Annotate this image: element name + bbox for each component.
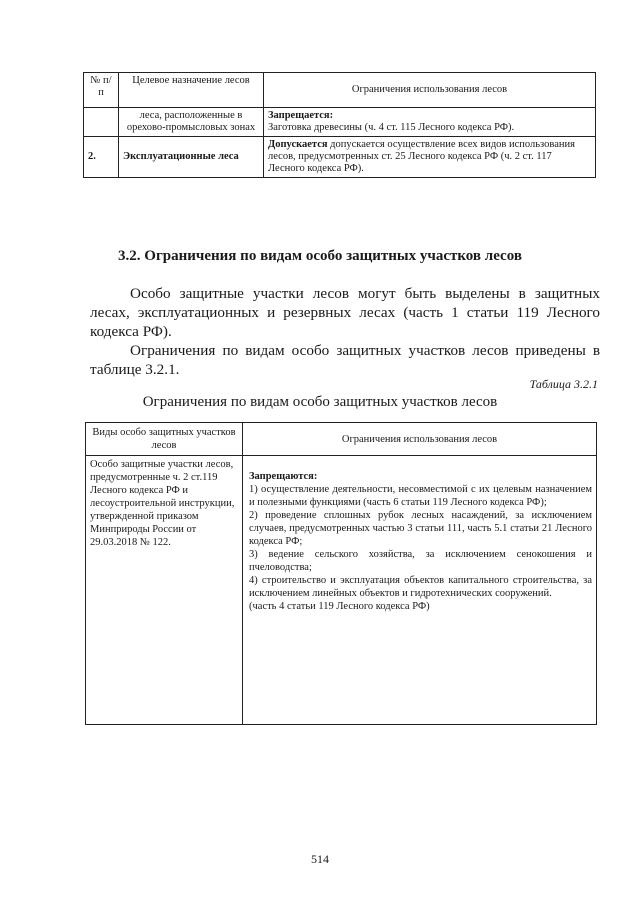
section-title: 3.2. Ограничения по видам особо защитных участков лесов <box>118 248 522 264</box>
restriction-source: (часть 4 статьи 119 Лесного кодекса РФ) <box>249 601 430 612</box>
restriction-text: допускается осуществление всех видов использования лесов, предусмотренных ст. 25 Лесного кодекса РФ (ч. 2 ст. 117 Лесного кодекса РФ). <box>268 139 575 174</box>
protected-area-kind: Особо защитные участки лесов, предусмотренные ч. 2 ст.119 Лесного кодекса РФ и лесоустроительной инструкции, утвержденной приказом Минприроды России от 29.03.2018 № 122. <box>86 456 243 725</box>
restriction-item: 2) проведение сплошных рубок лесных насаждений, за исключением случаев, предусмотренных частью 3 статьи 111, часть 5.1 статьи 21 Лесного кодекса РФ; <box>249 510 592 547</box>
restriction-item: 3) ведение сельского хозяйства, за исключением сенокошения и пчеловодства; <box>249 549 592 573</box>
restrictions-cell <box>243 456 597 725</box>
table-row <box>86 456 597 725</box>
row-number <box>84 108 119 137</box>
col-header-purpose: Целевое назначение лесов <box>119 73 264 108</box>
col-header-number: № п/п <box>84 73 119 108</box>
table-header-row <box>84 73 596 108</box>
row-number: 2. <box>84 137 119 178</box>
table-row <box>84 137 596 178</box>
row-purpose: Эксплуатационные леса <box>119 137 264 178</box>
table-caption: Таблица 3.2.1 <box>529 377 598 391</box>
row-purpose: леса, расположенные в орехово-промысловых зонах <box>119 108 264 137</box>
col-header-kinds: Виды особо защитных участков лесов <box>86 423 243 456</box>
table-title: Ограничения по видам особо защитных участков лесов <box>142 394 498 410</box>
paragraph: Ограничения по видам особо защитных участков лесов приведены в таблице 3.2.1. <box>90 342 600 378</box>
restriction-label: Запрещается: <box>268 110 334 121</box>
restrictions-table-top <box>83 72 596 178</box>
page-number: 514 <box>311 852 329 866</box>
col-header-restrictions: Ограничения использования лесов <box>264 73 596 108</box>
paragraph: Особо защитные участки лесов могут быть выделены в защитных лесах, эксплуатационных и резервных лесах (часть 1 статьи 119 Лесного кодекса РФ). <box>90 285 600 340</box>
restriction-item: 1) осуществление деятельности, несовместимой с их целевым назначением и полезными функциями (часть 6 статьи 119 Лесного кодекса РФ); <box>249 484 592 508</box>
protected-areas-table <box>85 422 597 725</box>
row-restrictions <box>264 108 596 137</box>
restriction-label: Допускается <box>268 139 328 150</box>
table-row <box>84 108 596 137</box>
restriction-text: Заготовка древесины (ч. 4 ст. 115 Лесного кодекса РФ). <box>268 122 515 133</box>
col-header-restrictions: Ограничения использования лесов <box>243 423 597 456</box>
row-restrictions <box>264 137 596 178</box>
restriction-label: Запрещаются: <box>249 471 318 482</box>
table-header-row <box>86 423 597 456</box>
restriction-item: 4) строительство и эксплуатация объектов капитального строительства, за исключением линейных объектов и гидротехнических сооружений. <box>249 575 592 599</box>
